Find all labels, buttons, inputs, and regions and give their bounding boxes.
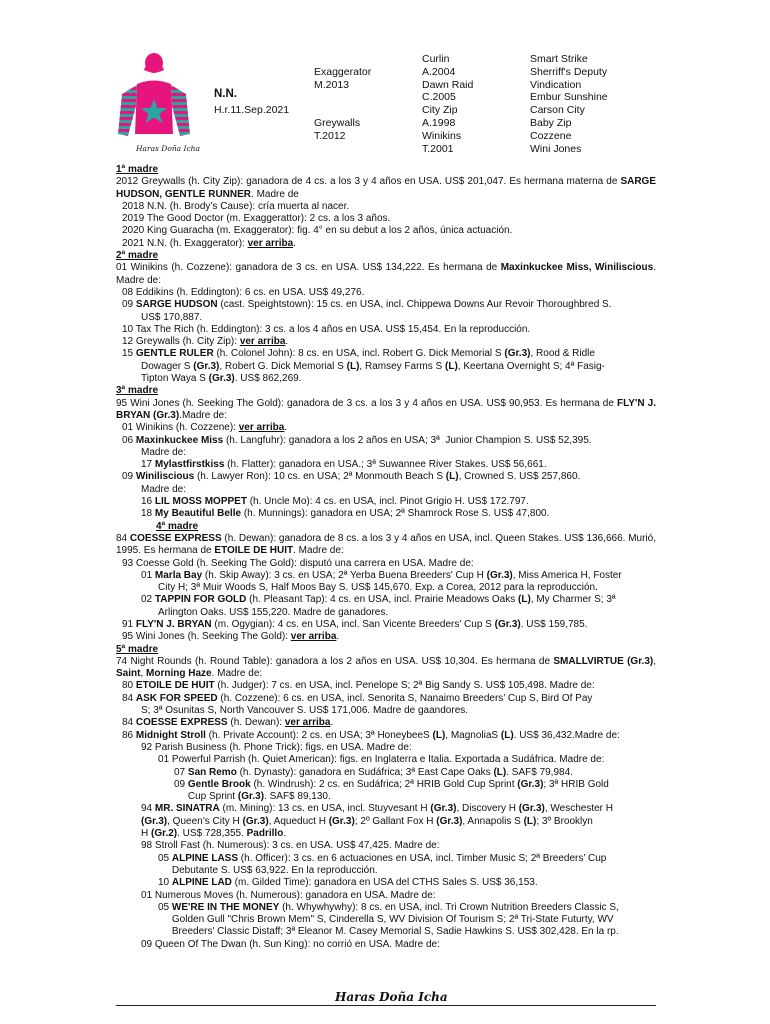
section-heading: 3ª madre bbox=[116, 385, 159, 397]
footer-haras-logo: Haras Doña Icha bbox=[335, 990, 448, 1004]
family-line: Tipton Waya S (Gr.3). US$ 862,269. bbox=[141, 373, 302, 385]
sire-year: M.2013 bbox=[314, 78, 350, 91]
family-line: 12 Greywalls (h. City Zip): ver arriba. bbox=[122, 336, 289, 348]
grandparent: T.2001 bbox=[422, 142, 454, 155]
family-line: 80 ETOILE DE HUIT (h. Judger): 7 cs. en USA, incl. Penelope S; 2ª Big Sandy S. US$ 105,498. Madre de: bbox=[122, 680, 595, 692]
family-line: 98 Stroll Fast (h. Numerous): 3 cs. en USA. US$ 47,425. Madre de: bbox=[141, 840, 440, 852]
family-line: 05 WE'RE IN THE MONEY (h. Whywhywhy): 8 cs. en USA, incl. Tri Crown Nutrition Breeders Classic S, bbox=[158, 901, 619, 913]
family-line: H (Gr.2). US$ 728,355. Padrillo. bbox=[141, 828, 287, 840]
family-line: 08 Eddikins (h. Eddington): 6 cs. en USA. US$ 49,276. bbox=[122, 286, 365, 298]
family-line: 05 ALPINE LASS (h. Officer): 3 cs. en 6 actuaciones en USA, incl. Timber Music S; 2ª Breeders’ Cup bbox=[158, 852, 607, 864]
family-line: Debutante S. US$ 63,922. En la reproducción. bbox=[158, 864, 378, 876]
family-line: 84 COESSE EXPRESS (h. Dewan): ver arriba. bbox=[122, 717, 334, 729]
section-heading: 5ª madre bbox=[116, 643, 159, 655]
family-line: 09 Gentle Brook (h. Windrush): 2 cs. en Sudáfrica; 2ª HRIB Gold Cup Sprint (Gr.3); 3ª HRIB Gold bbox=[174, 778, 609, 790]
horse-name: N.N. bbox=[214, 88, 237, 100]
family-line: 74 Night Rounds (h. Round Table): ganadora a los 2 años en USA. US$ 10,304. Es hermana de SMALLVIRTUE (Gr.3), Saint, Morning Haze. Madre de: bbox=[116, 655, 656, 680]
section-heading: 4ª madre bbox=[156, 520, 199, 532]
grandparent: A.1998 bbox=[422, 116, 456, 129]
family-line: 09 Winiliscious (h. Lawyer Ron): 10 cs. en USA; 2ª Monmouth Beach S (L), Crowned S. US$ 257,860. bbox=[122, 471, 581, 483]
footer-divider bbox=[116, 1005, 656, 1006]
family-line: 18 My Beautiful Belle (h. Munnings): ganadora en USA; 2ª Shamrock Rose S. US$ 47,800. bbox=[141, 508, 550, 520]
grandparent: Curlin bbox=[422, 53, 450, 65]
family-line: 16 LIL MOSS MOPPET (h. Uncle Mo): 4 cs. en USA, incl. Pinot Grigio H. US$ 172.797. bbox=[141, 496, 529, 508]
family-line: Cup Sprint (Gr.3). SAF$ 89,130. bbox=[174, 791, 331, 803]
family-line: 2012 Greywalls (h. City Zip): ganadora de 4 cs. a los 3 y 4 años en USA. US$ 201,047. Es hermana materna de SARGE HUDSON, GENTLE RUNNER. Madre de bbox=[116, 176, 656, 200]
family-line: 02 TAPPIN FOR GOLD (h. Pleasant Tap): 4 cs. en USA, incl. Prairie Meadows Oaks (L), My Charmer S; 3ª bbox=[141, 594, 616, 606]
great-grandparents-column bbox=[530, 53, 608, 155]
family-line: 06 Maxinkuckee Miss (h. Langfuhr): ganadora a los 2 años en USA; 3ª Junior Champion S. US$ 52,395. bbox=[122, 434, 592, 446]
grandparent: City Zip bbox=[422, 104, 458, 117]
family-line: 07 San Remo (h. Dynasty): ganadora en Sudáfrica; 3ª East Cape Oaks (L). SAF$ 79,984. bbox=[174, 766, 573, 778]
grandparent: A.2004 bbox=[422, 65, 456, 78]
family-line: 09 Queen Of The Dwan (h. Sun King): no corrió en USA. Madre de: bbox=[141, 938, 440, 950]
family-line: 2020 King Guaracha (m. Exaggerator): fig. 4° en su debut a los 2 años, única actuación. bbox=[122, 225, 513, 237]
great-grandparent: Cozzene bbox=[530, 129, 572, 142]
sire-block bbox=[314, 66, 371, 92]
section-heading: 1ª madre bbox=[116, 164, 159, 175]
dam-block bbox=[314, 117, 360, 143]
family-line: 01 Numerous Moves (h. Numerous): ganadora en USA. Madre de: bbox=[141, 889, 436, 901]
great-grandparent: Sherriff's Deputy bbox=[530, 65, 608, 78]
jockey-silks-image bbox=[114, 42, 194, 148]
family-line: 84 COESSE EXPRESS (h. Dewan): ganadora de 8 cs. a los 3 y 4 años en USA, incl. Queen Stakes. US$ 136,666. Murió, 1995. Es hermana de ETOILE DE HUIT. Madre de: bbox=[116, 532, 656, 557]
grandparent: C.2005 bbox=[422, 91, 456, 104]
family-line: 15 GENTLE RULER (h. Colonel John): 8 cs. en USA, incl. Robert G. Dick Memorial S (Gr.3), Rood & Ridle bbox=[122, 348, 595, 360]
family-line: 92 Parish Business (h. Phone Trick): figs. en USA. Madre de: bbox=[141, 741, 412, 753]
great-grandparent: Carson City bbox=[530, 104, 585, 117]
family-line: 93 Coesse Gold (h. Seeking The Gold): disputó una carrera en USA. Madre de: bbox=[122, 557, 474, 569]
family-line: 95 Wini Jones (h. Seeking The Gold): ganadora de 3 cs. a los 3 y 4 años en USA. US$ 90,953. Es hermana de FLY'N J. BRYAN (Gr.3).Madre de: bbox=[116, 397, 656, 421]
family-line: Arlington Oaks. US$ 155,220. Madre de ganadores. bbox=[158, 606, 389, 618]
family-line: 09 SARGE HUDSON (cast. Speightstown): 15 cs. en USA, incl. Chippewa Downs Aur Revoir Thoroughbred S. bbox=[122, 299, 612, 311]
dam-year: T.2012 bbox=[314, 129, 346, 142]
family-line: 2018 N.N. (h. Brody’s Cause): cría muerta al nacer. bbox=[122, 200, 350, 212]
haras-logo-small: Haras Doña Icha bbox=[136, 144, 200, 153]
family-line: Madre de: bbox=[141, 446, 187, 458]
family-line: 94 MR. SINATRA (m. Mining): 13 cs. en USA, incl. Stuyvesant H (Gr.3), Discovery H (Gr.3), Weschester H bbox=[141, 803, 614, 815]
grandparent: Winikins bbox=[422, 129, 462, 142]
family-line: 01 Winikins (h. Cozzene): ver arriba. bbox=[122, 422, 288, 434]
family-line: Dowager S (Gr.3), Robert G. Dick Memorial S (L), Ramsey Farms S (L), Keertana Overnight S; 4ª Fasig- bbox=[141, 360, 605, 372]
family-line: Madre de: bbox=[141, 483, 187, 495]
great-grandparent: Vindication bbox=[530, 78, 582, 91]
family-line: 01 Marla Bay (h. Skip Away): 3 cs. en USA; 2ª Yerba Buena Breeders' Cup H (Gr.3), Miss America H, Foster bbox=[141, 569, 622, 581]
great-grandparent: Embur Sunshine bbox=[530, 91, 608, 104]
grandparents-column bbox=[422, 53, 473, 155]
family-line: 10 Tax The Rich (h. Eddington): 3 cs. a los 4 años en USA. US$ 15,454. En la reproducción. bbox=[122, 323, 531, 335]
great-grandparent: Wini Jones bbox=[530, 142, 582, 155]
family-line: 91 FLY'N J. BRYAN (m. Ogygian): 4 cs. en USA, incl. San Vicente Breeders' Cup S (Gr.3). US$ 159,785. bbox=[122, 618, 588, 630]
family-line: 10 ALPINE LAD (m. Gilded Time): ganadora en USA del CTHS Sales S. US$ 36,153. bbox=[158, 877, 538, 889]
family-line: 01 Powerful Parrish (h. Quiet American): figs. en Inglaterra e Italia. Exportada a Sudáfrica. Madre de: bbox=[158, 754, 605, 766]
family-text bbox=[116, 164, 656, 951]
section-heading: 2ª madre bbox=[116, 250, 159, 262]
family-line: S; 3ª Osunitas S, North Vancouver S. US$ 171,006. Madre de gaandores. bbox=[141, 705, 469, 717]
family-line: 01 Winikins (h. Cozzene): ganadora de 3 cs. en USA. US$ 134,222. Es hermana de Maxinkuckee Miss, Winiliscious. Madre de: bbox=[116, 262, 656, 286]
dam-name: Greywalls bbox=[314, 117, 361, 129]
family-line: 95 Wini Jones (h. Seeking The Gold): ver arriba. bbox=[122, 631, 340, 643]
great-grandparent: Smart Strike bbox=[530, 53, 588, 65]
family-line: City H; 3ª Muir Woods S, Half Moos Bay S. US$ 145,670. Exp. a Corea, 2012 para la reproducción. bbox=[158, 582, 598, 594]
family-line: 2019 The Good Doctor (m. Exaggerattor): 2 cs. a los 3 años. bbox=[122, 213, 391, 225]
family-line: Golden Gull "Chris Brown Mem" S, Cinderella S, WV Division Of Tourism S; 2ª Tri-State Futurty, WV bbox=[158, 914, 614, 926]
sire-name: Exaggerator bbox=[314, 66, 372, 78]
family-line: 84 ASK FOR SPEED (h. Cozzene): 6 cs. en USA, incl. Senorita S, Nanaimo Breeders’ Cup S, Bird Of Pay bbox=[122, 692, 593, 704]
family-line: 2021 N.N. (h. Exaggerator): ver arriba. bbox=[122, 237, 296, 249]
family-line: (Gr.3), Queen’s City H (Gr.3), Aqueduct H (Gr.3); 2º Gallant Fox H (Gr.3), Annapolis S (L); 3º Brooklyn bbox=[141, 815, 593, 827]
horse-info: H.r.11.Sep.2021 bbox=[214, 104, 290, 116]
family-line: US$ 170,887. bbox=[141, 311, 203, 323]
great-grandparent: Baby Zip bbox=[530, 116, 572, 129]
grandparent: Dawn Raid bbox=[422, 78, 474, 91]
family-line: 17 Mylastfirstkiss (h. Flatter): ganadora en USA.; 3ª Suwannee River Stakes. US$ 56,661. bbox=[141, 459, 547, 471]
family-line: Breeders' Classic Distaff; 3ª Eleanor M. Casey Memorial S, Sadie Hawkins S. US$ 302,428. En la rp. bbox=[158, 926, 619, 938]
family-line: 86 Midnight Stroll (h. Private Account): 2 cs. en USA; 3ª HoneybeeS (L), MagnoliaS (L). US$ 36,432.Madre de: bbox=[122, 729, 620, 741]
